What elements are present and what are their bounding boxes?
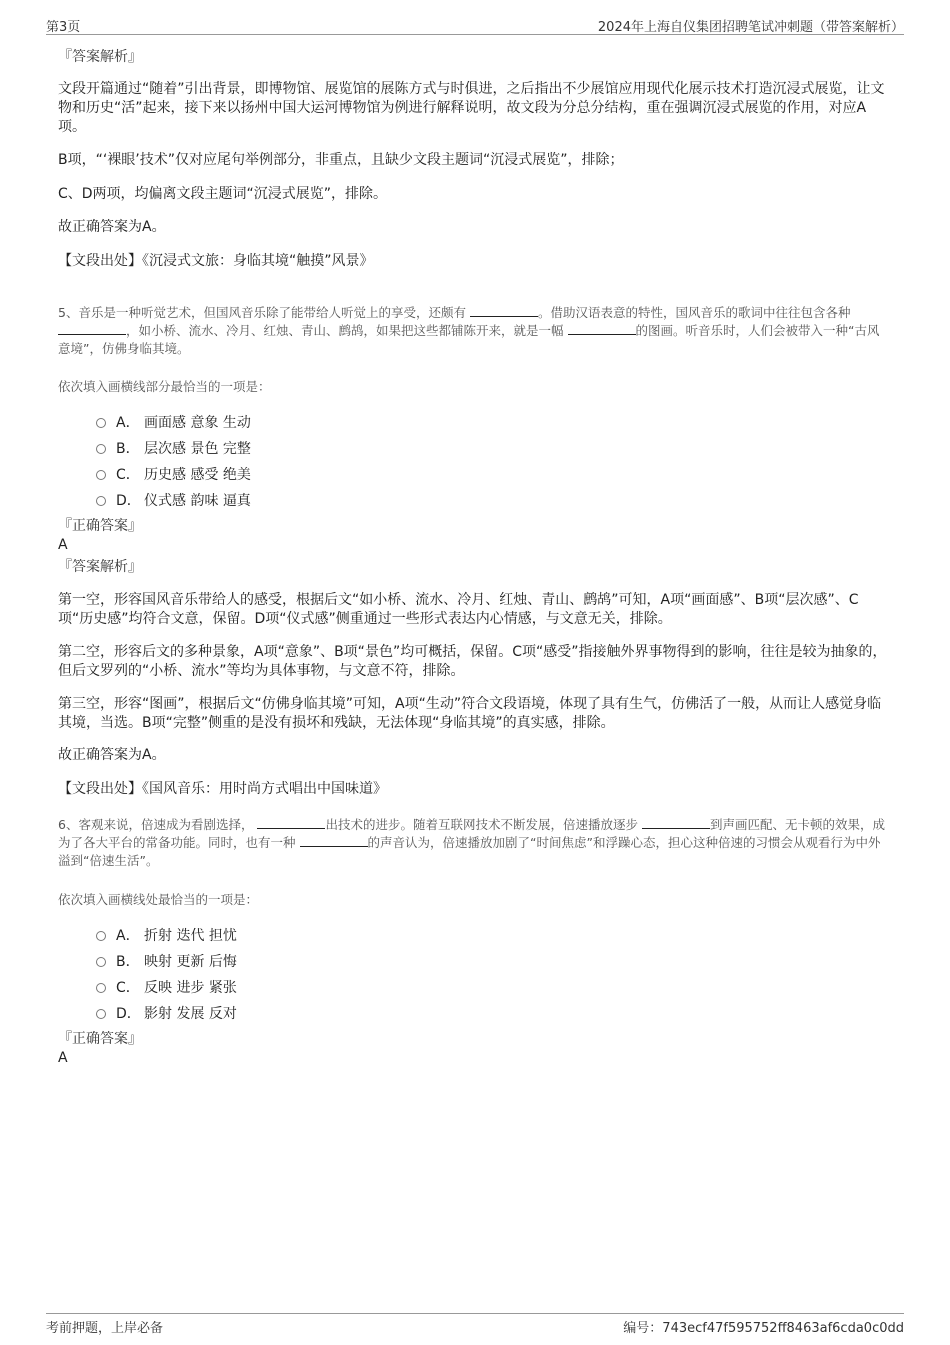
page-header — [46, 14, 904, 35]
radio-icon[interactable] — [96, 983, 106, 993]
document-title: 2024年上海自仪集团招聘笔试冲刺题（带答案解析） — [597, 20, 904, 35]
radio-icon[interactable] — [96, 931, 106, 941]
q5-analysis-p3: 第三空，形容“图画”，根据后文“仿佛身临其境”可知，A项“生动”符合文段语境，体现了具有生气，仿佛活了一般，从而让人感觉身临其境，当选。B项“完整”侧重的是没有损坏和残缺，无法体现“身临其境”的真实感，排除。 — [58, 696, 882, 731]
q5-prompt: 依次填入画横线部分最恰当的一项是： — [58, 379, 271, 394]
q6-option-a[interactable]: A． 折射 迭代 担忧 — [96, 925, 237, 945]
q6-option-b[interactable]: B． 映射 更新 后悔 — [96, 951, 237, 971]
analysis-label-q5: 『答案解析』 — [58, 559, 142, 575]
q5-stem: 5、音乐是一种听觉艺术，但国风音乐除了能带给人听觉上的享受，还颇有 。借助汉语表意的特性，国风音乐的歌词中往往包含各种 ，如小桥、流水、冷月、红烛、青山、鹧鸪，如果把这些都铺陈开来，就是一幅 的图画。听音乐时，人们会被带入一种“古风意境”，仿佛身临其境。 — [58, 305, 880, 356]
q6-option-d[interactable]: D． 影射 发展 反对 — [96, 1003, 237, 1023]
q5-analysis-p1: 第一空，形容国风音乐带给人的感受，根据后文“如小桥、流水、冷月、红烛、青山、鹧鸪”可知，A项“画面感”、B项“层次感”、C项“历史感”均符合文意，保留。D项“仪式感”侧重通过一些形式表达内心情感，与文意无关，排除。 — [58, 592, 859, 627]
q5-blank-2[interactable] — [58, 322, 126, 335]
q5-blank-1[interactable] — [470, 304, 538, 317]
q5-answer: A — [58, 537, 68, 553]
page-number: 第3页 — [46, 20, 81, 35]
q5-option-d[interactable]: D． 仪式感 韵味 逼真 — [96, 490, 251, 510]
radio-icon[interactable] — [96, 496, 106, 506]
document-id: 编号：743ecf47f595752ff8463af6cda0c0dd — [623, 1321, 904, 1336]
q6-blank-2[interactable] — [642, 816, 710, 829]
q4-conclusion: 故正确答案为A。 — [58, 219, 166, 235]
radio-icon[interactable] — [96, 957, 106, 967]
q5-option-c[interactable]: C． 历史感 感受 绝美 — [96, 464, 251, 484]
page-footer — [46, 1313, 904, 1336]
q5-blank-3[interactable] — [568, 322, 636, 335]
radio-icon[interactable] — [96, 444, 106, 454]
q6-blank-3[interactable] — [300, 834, 368, 847]
radio-icon[interactable] — [96, 418, 106, 428]
correct-label-q5: 『正确答案』 — [58, 518, 142, 534]
radio-icon[interactable] — [96, 1009, 106, 1019]
q6-stem: 6、客观来说，倍速成为看剧选择， 出技术的进步。随着互联网技术不断发展，倍速播放逐步 到声画匹配、无卡顿的效果，成为了各大平台的常备功能。同时，也有一种 的声音认为，倍速播放加剧了“时间焦虑”和浮躁心态，担心这种倍速的习惯会从观看行为中外溢到“倍速生活”。 — [58, 817, 885, 868]
q6-option-c[interactable]: C． 反映 进步 紧张 — [96, 977, 237, 997]
q4-analysis-p1: 文段开篇通过“随着”引出背景，即博物馆、展览馆的展陈方式与时俱进，之后指出不少展馆应用现代化展示技术打造沉浸式展览，让文物和历史“活”起来，接下来以扬州中国大运河博物馆为例进行解释说明，故文段为分总分结构，重在强调沉浸式展览的作用，对应A项。 — [58, 81, 885, 135]
footer-slogan: 考前押题，上岸必备 — [46, 1321, 164, 1336]
radio-icon[interactable] — [96, 470, 106, 480]
q5-source: 【文段出处】《国风音乐：用时尚方式唱出中国味道》 — [58, 781, 387, 797]
q4-analysis-p2: B项，“‘裸眼’技术”仅对应尾句举例部分，非重点，且缺少文段主题词“沉浸式展览”，排除； — [58, 152, 624, 168]
q6-prompt: 依次填入画横线处最恰当的一项是： — [58, 892, 259, 907]
q5-option-a[interactable]: A． 画面感 意象 生动 — [96, 412, 251, 432]
q6-blank-1[interactable] — [257, 816, 325, 829]
q5-conclusion: 故正确答案为A。 — [58, 747, 166, 763]
q5-analysis-p2: 第二空，形容后文的多种景象，A项“意象”、B项“景色”均可概括，保留。C项“感受”指接触外界事物得到的影响，往往是较为抽象的，但后文罗列的“小桥、流水”等均为具体事物，与文意不符，排除。 — [58, 644, 887, 679]
analysis-label-q4: 『答案解析』 — [58, 49, 142, 65]
q6-answer: A — [58, 1050, 68, 1066]
q4-analysis-p3: C、D两项，均偏离文段主题词“沉浸式展览”，排除。 — [58, 186, 388, 202]
q5-option-b[interactable]: B． 层次感 景色 完整 — [96, 438, 251, 458]
q4-source: 【文段出处】《沉浸式文旅：身临其境“触摸”风景》 — [58, 253, 374, 269]
correct-label-q6: 『正确答案』 — [58, 1031, 142, 1047]
